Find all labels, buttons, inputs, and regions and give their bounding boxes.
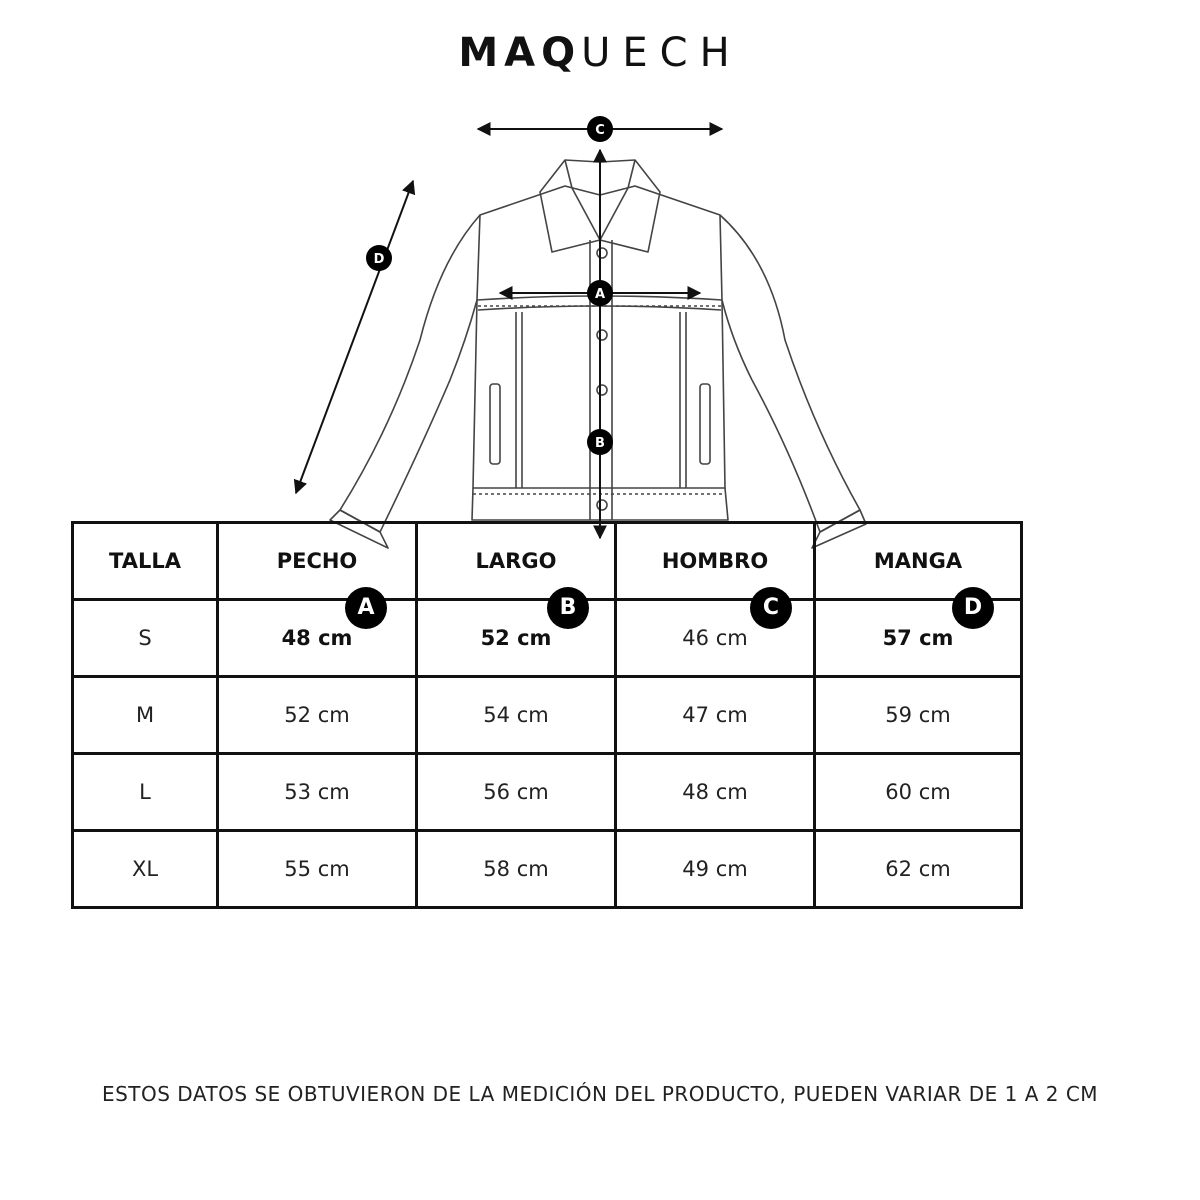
cell-largo: 56 cm <box>417 754 616 831</box>
svg-text:A: A <box>594 287 606 302</box>
svg-text:D: D <box>373 252 385 267</box>
cell-largo: 58 cm <box>417 831 616 908</box>
header-pecho: PECHO <box>218 523 417 600</box>
table-row <box>73 677 1022 754</box>
table-row <box>73 831 1022 908</box>
header-largo: LARGO <box>417 523 616 600</box>
cell-manga: 60 cm <box>815 754 1022 831</box>
badge-d: D <box>952 587 994 629</box>
header-hombro: HOMBRO <box>616 523 815 600</box>
cell-size: M <box>73 677 218 754</box>
badge-a: A <box>345 587 387 629</box>
cell-pecho: 52 cm <box>218 677 417 754</box>
table-row <box>73 754 1022 831</box>
cell-manga: 59 cm <box>815 677 1022 754</box>
brand-logo-bold: MAQ <box>458 30 582 76</box>
diagram-marker-d <box>366 245 392 271</box>
cell-hombro: 48 cm <box>616 754 815 831</box>
diagram-marker-b <box>587 429 613 455</box>
header-manga: MANGA <box>815 523 1022 600</box>
cell-size: XL <box>73 831 218 908</box>
cell-size: S <box>73 600 218 677</box>
diagram-marker-a <box>587 280 613 306</box>
size-table <box>71 521 1023 909</box>
badge-b: B <box>547 587 589 629</box>
jacket-outline <box>330 160 866 548</box>
cell-pecho: 48 cm <box>218 600 417 677</box>
svg-text:C: C <box>595 123 605 138</box>
cell-largo: 54 cm <box>417 677 616 754</box>
table-header-row <box>73 523 1022 600</box>
cell-pecho: 55 cm <box>218 831 417 908</box>
cell-manga: 57 cm <box>815 600 1022 677</box>
sleeve-arrow <box>296 181 413 493</box>
cell-hombro: 46 cm <box>616 600 815 677</box>
svg-text:B: B <box>595 436 605 451</box>
cell-hombro: 47 cm <box>616 677 815 754</box>
cell-pecho: 53 cm <box>218 754 417 831</box>
cell-size: L <box>73 754 218 831</box>
cell-hombro: 49 cm <box>616 831 815 908</box>
badge-c: C <box>750 587 792 629</box>
brand-logo-light: UECH <box>581 30 742 76</box>
cell-largo: 52 cm <box>417 600 616 677</box>
header-talla: TALLA <box>73 523 218 600</box>
disclaimer-text: ESTOS DATOS SE OBTUVIERON DE LA MEDICIÓN DEL PRODUCTO, PUEDEN VARIAR DE 1 A 2 CM <box>101 1082 1099 1106</box>
jacket-diagram <box>0 0 1200 560</box>
cell-manga: 62 cm <box>815 831 1022 908</box>
diagram-marker-c <box>587 116 613 142</box>
